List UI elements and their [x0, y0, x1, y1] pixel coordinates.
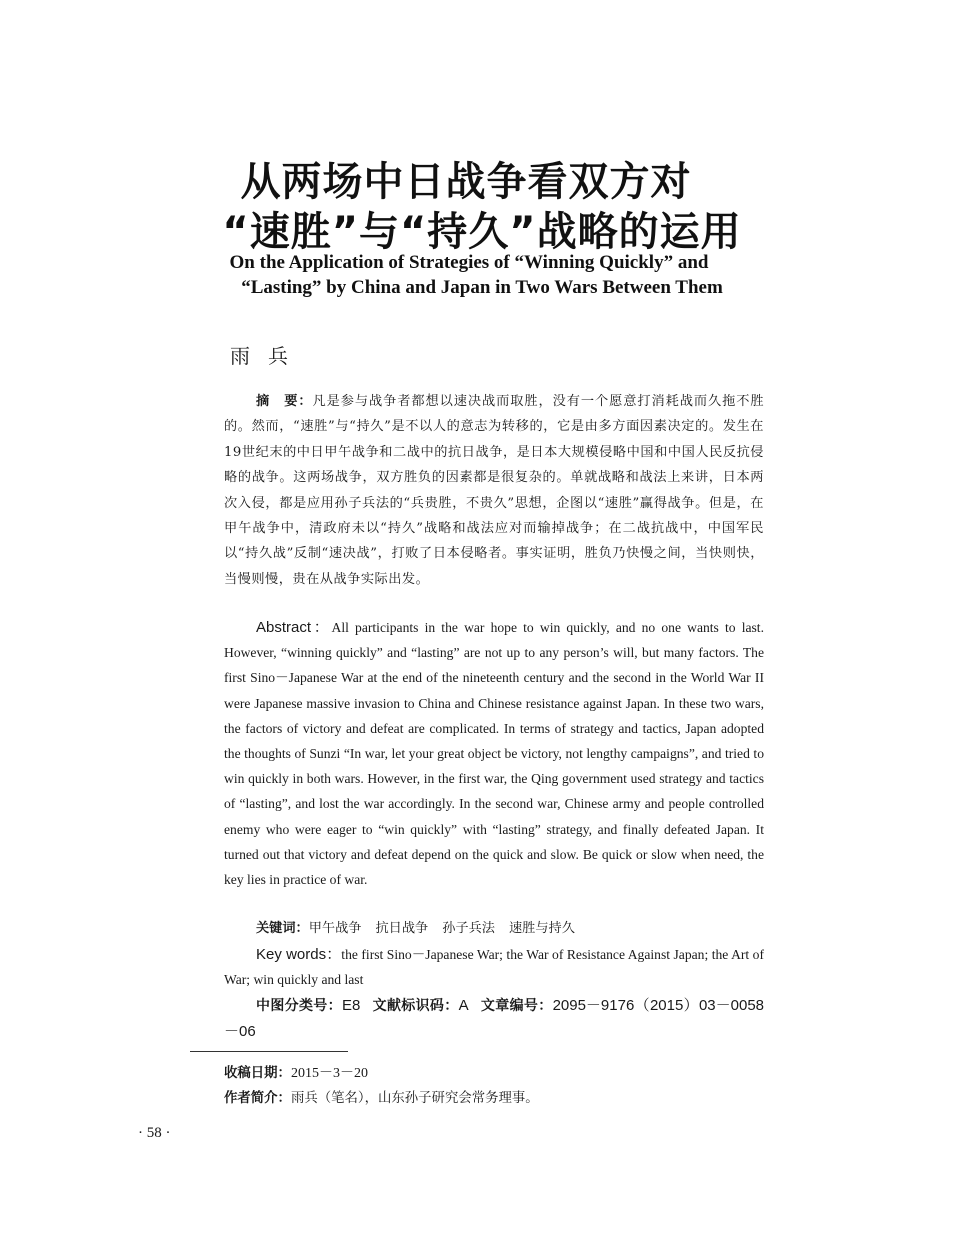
title-chinese-line-1: 从两场中日战争看双方对: [240, 159, 692, 205]
keywords-chinese-label: 关键词：: [256, 921, 309, 936]
clc-value: E8: [341, 997, 361, 1014]
author-bio-label: 作者简介：: [224, 1091, 291, 1106]
keywords-chinese: [224, 916, 764, 941]
document-code-label: 文献标识码：: [372, 998, 459, 1014]
keyword-chinese: 孙子兵法: [442, 921, 495, 936]
received-date-label: 收稿日期：: [224, 1066, 291, 1081]
abstract-chinese: [224, 389, 764, 592]
title-english-line-1: On the Application of Strategies of “Winning Quickly” and: [229, 252, 709, 273]
abstract-chinese-label: 摘 要：: [256, 394, 313, 409]
title-chinese-line-2: “速胜”与“持久”战略的运用: [222, 209, 742, 255]
abstract-chinese-text: 凡是参与战争者都想以速决战而取胜，没有一个愿意打消耗战而久拖不胜的。然而，“速胜”与“持久”是不以人的意志为转移的，它是由多方面因素决定的。发生在19世纪末的中日甲午战争和二战中的抗日战争，是日本大规模侵略中国和中国人民反抗侵略的战争。这两场战争，双方胜负的因素都是很复杂的。单就战略和战法上来讲，日本两次入侵，都是应用孙子兵法的“兵贵胜，不贵久”思想，企图以“速胜”赢得战争。但是，在甲午战争中，清政府未以“持久”战略和战法应对而输掉战争；在二战抗战中，中国军民以“持久战”反制“速决战”，打败了日本侵略者。事实证明，胜负乃快慢之间，当快则快，当慢则慢，贵在从战争实际出发。: [224, 394, 765, 587]
footnote-received-date: [224, 1062, 368, 1082]
footnote-divider: [190, 1051, 348, 1052]
document-code-value: A: [458, 997, 469, 1014]
article-number-value: 2095－9176（2015）03－0058－06: [224, 997, 765, 1040]
title-english-line-2: “Lasting” by China and Japan in Two Wars Between Them: [241, 277, 723, 298]
author-name: 雨兵: [230, 344, 306, 368]
page-number: · 58 ·: [138, 1125, 171, 1141]
article-number-label: 文章编号：: [480, 998, 553, 1014]
abstract-english: [224, 615, 764, 892]
keyword-chinese: 抗日战争: [375, 921, 429, 936]
keyword-chinese: 速胜与持久: [509, 921, 575, 936]
keywords-english-label: Key words：: [256, 946, 342, 963]
footnote-author-bio: [224, 1087, 539, 1106]
abstract-english-label: Abstract：: [256, 619, 332, 636]
clc-label: 中图分类号：: [256, 998, 342, 1014]
received-date-value: 2015－3－20: [290, 1066, 368, 1081]
abstract-english-text: All participants in the war hope to win quickly, and no one wants to last. However, “winning quickly” and “lasting” are not up to any person’s will, but many factors. The first Sino－Japanese War at the end of the nineteenth century and the second in the World War II were Japanese massive invasion to China and Chinese resistance against Japan. In these two wars, the factors of victory and defeat are complicated. In terms of strategy and tactics, Japan adopted the thoughts of Sunzi “In war, let your great object be victory, not lengthy campaigns”, and tried to win quickly in both wars. However, in the first war, the Qing government used strategy and tactics of “lasting”, and lost the war accordingly. In the second war, Chinese army and people controlled enemy who were eager to “win quickly” with “lasting” strategy, and finally defeated Japan. It turned out that victory and defeat depend on the quick and slow. Be quick or slow when need, the key lies in practice of war.: [224, 620, 764, 888]
classification-codes: [224, 993, 764, 1044]
keywords-english: [224, 942, 764, 992]
keyword-chinese: 甲午战争: [308, 921, 362, 936]
keywords-english-text: the first Sino－Japanese War; the War of Resistance Against Japan; the Art of War; win quickly and last: [224, 947, 764, 988]
author-bio-value: 雨兵（笔名），山东孙子研究会常务理事。: [290, 1091, 539, 1106]
